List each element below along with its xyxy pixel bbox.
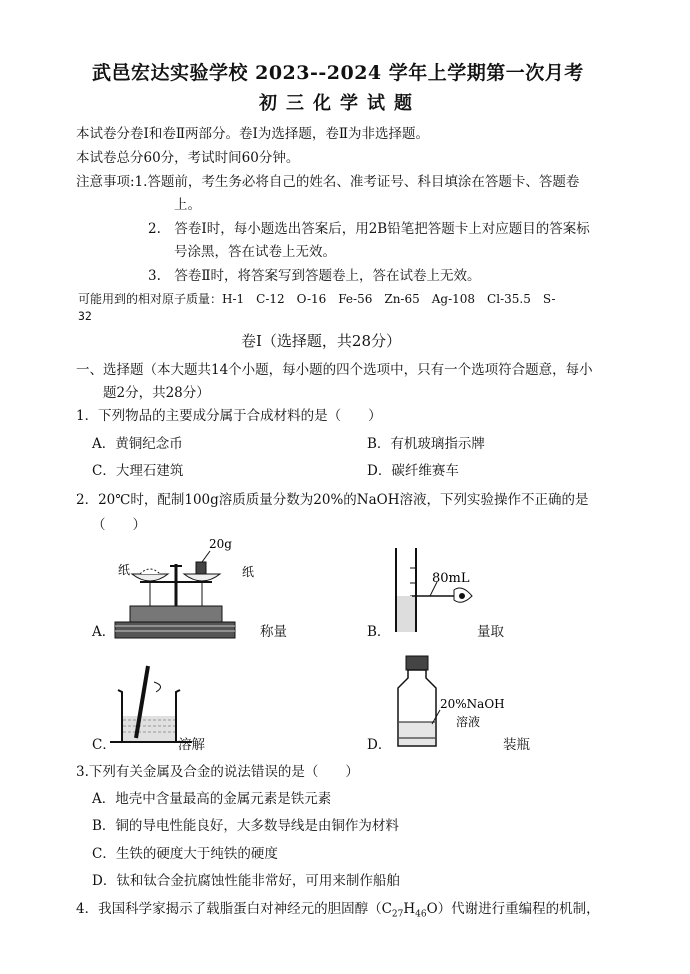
intro-line-1: 本试卷分卷Ⅰ和卷Ⅱ两部分。卷Ⅰ为选择题，卷Ⅱ为非选择题。 <box>76 126 430 142</box>
volume-label: 80mL <box>432 571 470 586</box>
q2-option-c-label: C． <box>92 737 116 753</box>
intro-line-2: 本试卷总分60分，考试时间60分钟。 <box>76 150 300 166</box>
q1-option-a: A．黄铜纪念币 <box>92 436 183 452</box>
q4-hydrogen: H <box>403 901 416 917</box>
section-heading: 卷Ⅰ（选择题，共28分） <box>241 332 402 350</box>
notice-1-cont: 上。 <box>174 197 201 213</box>
notice-2-cont: 号涂黑，答在试卷上无效。 <box>174 244 336 260</box>
q4-stem-post: O）代谢进行重编程的机制， <box>426 901 600 917</box>
q1-stem: 1．下列物品的主要成分属于合成材料的是（ ） <box>76 408 382 424</box>
bottle-label-line2: 溶液 <box>456 715 481 729</box>
paper-left-label: 纸 <box>118 563 131 577</box>
exam-subtitle: 初三化学试题 <box>259 93 421 114</box>
q3-stem: 3.下列有关金属及合金的说法错误的是（ ） <box>76 764 359 780</box>
section-instruction-cont: 题2分，共28分） <box>103 385 210 401</box>
q3-option-c: C．生铁的硬度大于纯铁的硬度 <box>92 846 278 862</box>
paper-right-label: 纸 <box>242 565 255 579</box>
q4-stem-pre: 4．我国科学家揭示了载脂蛋白对神经元的胆固醇（C <box>76 901 392 917</box>
q4-sub-hydrogen: 46 <box>415 909 427 920</box>
balance-figure <box>110 536 260 644</box>
q1-option-c: C．大理石建筑 <box>92 463 184 479</box>
q3-option-d: D．钛和钛合金抗腐蚀性能非常好，可用来制作船舶 <box>92 873 400 889</box>
notice-1: 注意事项:1.答题前，考生务必将自己的姓名、准考证号、科目填涂在答题卡、答题卷 <box>76 174 580 190</box>
notice-2: 2. 答卷Ⅰ时，每小题选出答案后，用2B铅笔把答题卡上对应题目的答案标 <box>148 221 590 237</box>
q2-option-d-caption: 装瓶 <box>503 737 530 753</box>
bottle-label-line1: 20%NaOH <box>440 697 505 711</box>
q1-option-b: B．有机玻璃指示牌 <box>367 436 485 452</box>
q2-option-d-label: D． <box>367 737 392 753</box>
q2-option-b-caption: 量取 <box>477 624 504 640</box>
q4-stem <box>76 897 600 920</box>
q2-option-b-label: B． <box>367 624 391 640</box>
q3-option-a: A．地壳中含量最高的金属元素是铁元素 <box>92 791 332 807</box>
q2-option-c-caption: 溶解 <box>178 737 205 753</box>
weight-label: 20g <box>209 537 232 551</box>
notice-3: 3. 答卷Ⅱ时，将答案写到答题卷上，答在试卷上无效。 <box>148 268 481 284</box>
q3-option-b: B．铜的导电性能良好，大多数导线是由铜作为材料 <box>92 818 399 834</box>
q2-option-a-label: A． <box>92 624 116 640</box>
q2-stem-cont: （ ） <box>92 517 146 533</box>
atomic-masses: 可能用到的相对原子质量：H-1 C-12 O-16 Fe-56 Zn-65 Ag-108 Cl-35.5 S- <box>78 292 556 306</box>
q2-option-a-caption: 称量 <box>260 624 287 640</box>
section-instruction: 一、选择题（本大题共14个小题，每小题的四个选项中，只有一个选项符合题意，每小 <box>76 362 593 378</box>
bottle-figure <box>392 652 507 750</box>
q2-stem: 2．20℃时，配制100g溶质质量分数为20%的NaOH溶液，下列实验操作不正确的是 <box>76 492 589 508</box>
exam-title: 武邑宏达实验学校 2023--2024 学年上学期第一次月考 <box>92 62 584 84</box>
q1-option-d: D．碳纤维赛车 <box>367 463 459 479</box>
atomic-masses-cont: 32 <box>78 309 92 323</box>
q4-sub-carbon: 27 <box>391 909 404 920</box>
